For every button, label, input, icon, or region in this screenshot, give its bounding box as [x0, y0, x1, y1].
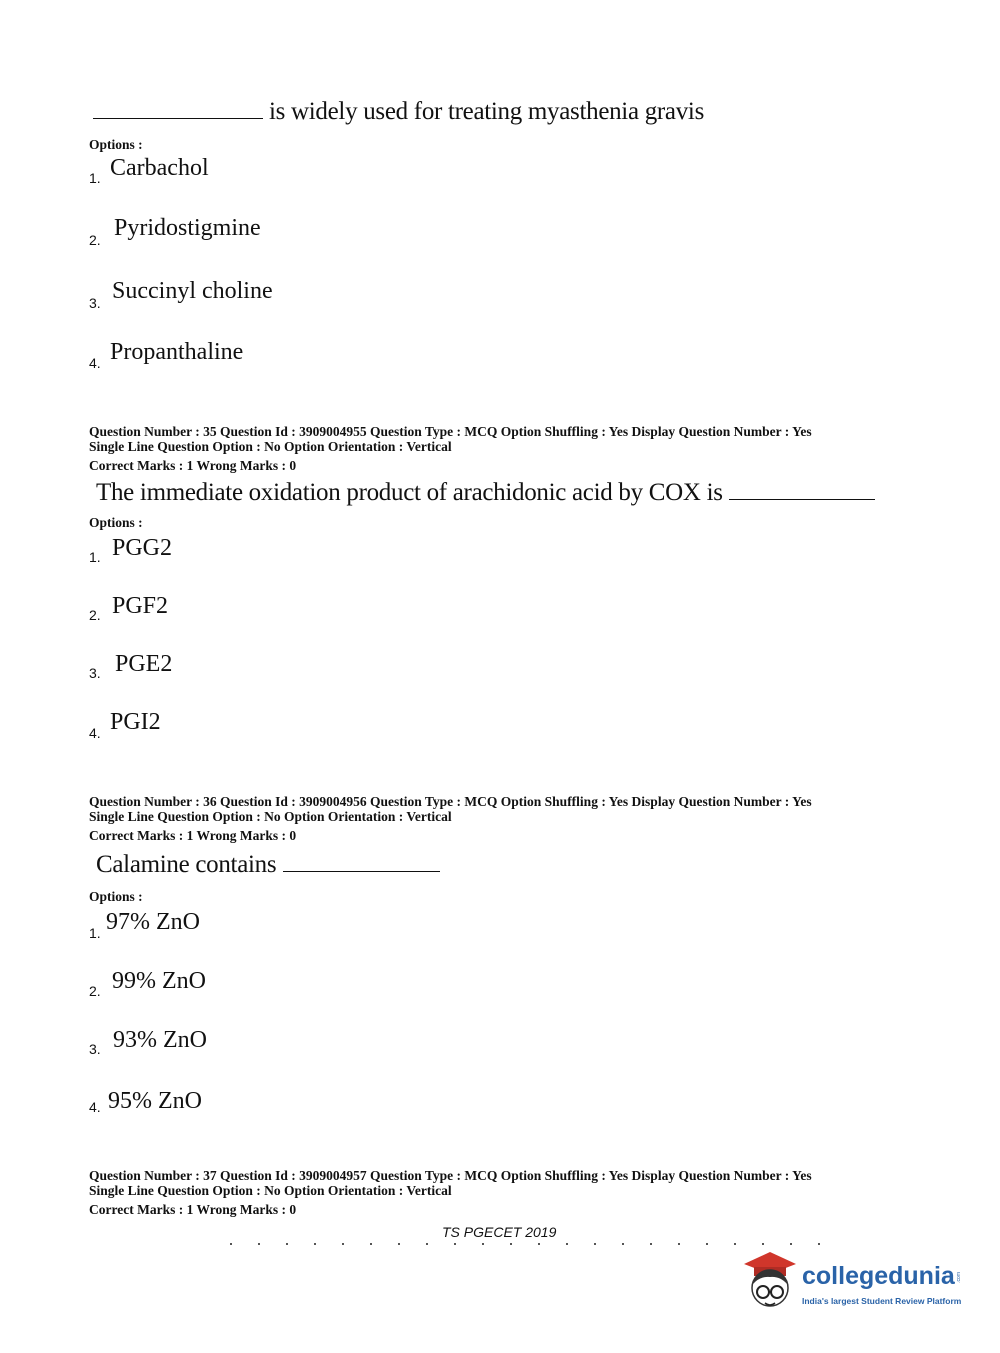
- question-35-meta: [89, 424, 812, 473]
- marks-line: Correct Marks : 1 Wrong Marks : 0: [89, 828, 297, 843]
- question-meta-line: Question Number : 35 Question Id : 3909004955 Question Type : MCQ Option Shuffling : Yes Display Question Number : Yes: [89, 424, 812, 439]
- question-37-meta: [89, 1168, 812, 1217]
- question-34-stem: is widely used for treating myasthenia gravis: [269, 98, 704, 125]
- option-text: Propanthaline: [110, 339, 244, 365]
- option-number: 3.: [89, 1041, 101, 1057]
- question-meta-line: Question Number : 37 Question Id : 3909004957 Question Type : MCQ Option Shuffling : Yes Display Question Number : Yes: [89, 1168, 812, 1183]
- mascot-icon: [740, 1250, 800, 1312]
- question-36-text: [96, 849, 440, 879]
- question-meta-line: Single Line Question Option : No Option Orientation : Vertical: [89, 1183, 452, 1198]
- option-number: 1.: [89, 170, 101, 186]
- marks-line: Correct Marks : 1 Wrong Marks : 0: [89, 1202, 297, 1217]
- options-label: Options :: [89, 137, 143, 152]
- options-label: Options :: [89, 889, 143, 904]
- option-number: 1.: [89, 925, 101, 941]
- option-text: PGF2: [112, 593, 169, 619]
- option-text: PGE2: [115, 651, 173, 677]
- option-number: 4.: [89, 725, 101, 741]
- marks-line: Correct Marks : 1 Wrong Marks : 0: [89, 458, 297, 473]
- option-number: 2.: [89, 983, 101, 999]
- option-text: 93% ZnO: [113, 1027, 207, 1053]
- logo-wordmark: collegedunia: [802, 1262, 955, 1290]
- option-text: Carbachol: [110, 155, 209, 181]
- option-number: 3.: [89, 295, 101, 311]
- option-text: PGG2: [112, 535, 173, 561]
- answer-blank: [729, 477, 875, 500]
- question-34-text: [93, 96, 704, 126]
- question-36-meta: [89, 794, 812, 843]
- option-text: Pyridostigmine: [114, 215, 261, 241]
- question-meta-line: Single Line Question Option : No Option Orientation : Vertical: [89, 809, 452, 824]
- question-35-text: [96, 477, 875, 507]
- question-35-stem: The immediate oxidation product of arachidonic acid by COX is: [96, 479, 723, 506]
- collegedunia-logo: [740, 1250, 970, 1314]
- options-label: Options :: [89, 515, 143, 530]
- logo-tagline: India's largest Student Review Platform: [802, 1296, 962, 1306]
- option-number: 4.: [89, 355, 101, 371]
- option-number: 2.: [89, 232, 101, 248]
- answer-blank: [283, 849, 440, 872]
- option-number: 3.: [89, 665, 101, 681]
- option-number: 1.: [89, 549, 101, 565]
- option-number: 2.: [89, 607, 101, 623]
- option-text: Succinyl choline: [112, 278, 273, 304]
- footer-divider: [230, 1243, 820, 1245]
- option-number: 4.: [89, 1099, 101, 1115]
- question-meta-line: Single Line Question Option : No Option Orientation : Vertical: [89, 439, 452, 454]
- question-meta-line: Question Number : 36 Question Id : 3909004956 Question Type : MCQ Option Shuffling : Yes Display Question Number : Yes: [89, 794, 812, 809]
- answer-blank: [93, 96, 263, 119]
- logo-com: .com: [956, 1272, 962, 1283]
- option-text: PGI2: [110, 709, 161, 735]
- question-36-stem: Calamine contains: [96, 851, 277, 878]
- option-text: 95% ZnO: [108, 1088, 202, 1114]
- option-text: 97% ZnO: [106, 909, 200, 935]
- option-text: 99% ZnO: [112, 968, 206, 994]
- footer-exam-title: TS PGECET 2019: [442, 1224, 557, 1240]
